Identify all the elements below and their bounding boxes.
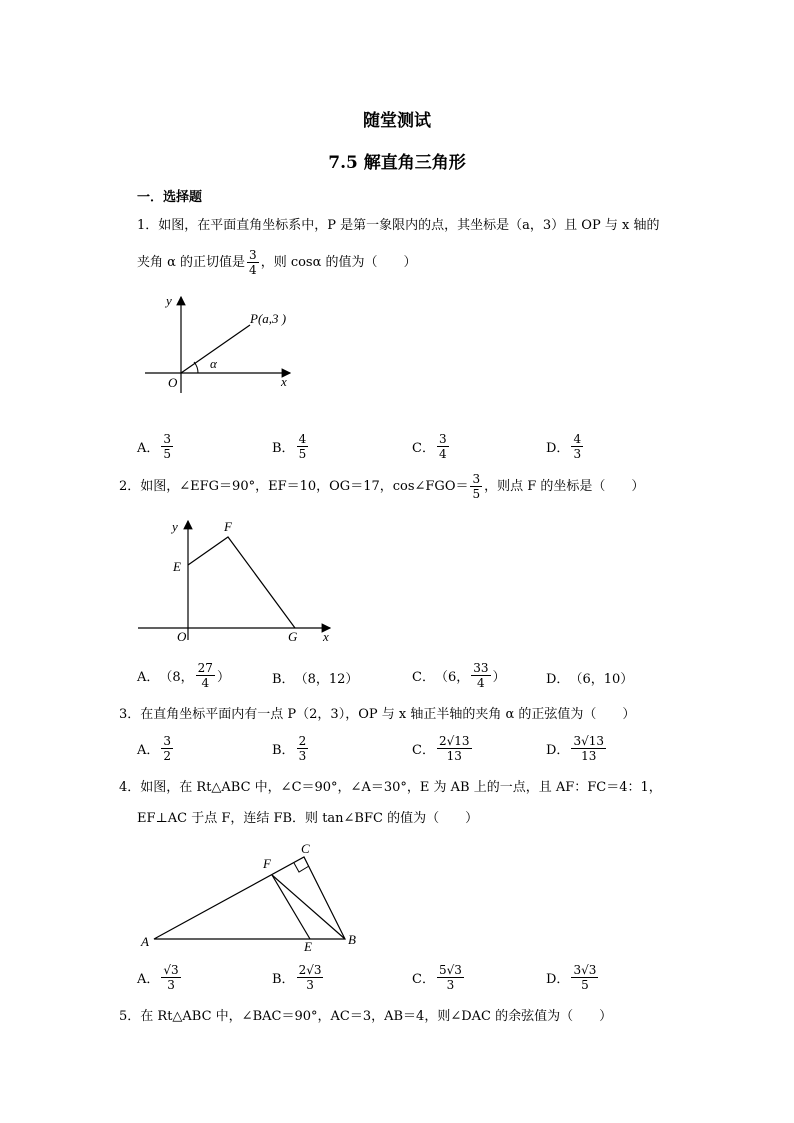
q2-a-den: 4 — [201, 676, 210, 690]
q4-option-d[interactable] — [546, 963, 600, 992]
q2-figure — [130, 515, 340, 645]
q4-option-c-label: C． — [412, 972, 435, 987]
q4-option-a-label: A． — [137, 972, 160, 987]
q4-option-d-label: D． — [546, 972, 570, 987]
q4-option-a-fraction — [161, 963, 180, 992]
q1-tan-fraction — [247, 248, 259, 277]
q4-c-label: C — [301, 841, 310, 856]
q2-option-a[interactable] — [137, 661, 230, 690]
page-subtitle: 7.5 解直角三角形 — [328, 153, 466, 173]
q3-option-a-fraction — [161, 734, 173, 763]
q5-stem: 5．在 Rt△ABC 中，∠BAC＝90°，AC＝3，AB＝4，则∠DAC 的余弦值为（ ） — [119, 1009, 613, 1024]
q4-option-b-label: B． — [272, 972, 295, 987]
q2-cos-num: 3 — [472, 472, 481, 486]
q2-option-a-fraction — [196, 661, 215, 690]
q2-option-b-label: B． — [272, 672, 295, 687]
q1-figure — [130, 285, 330, 400]
q3-option-b-label: B． — [272, 743, 295, 758]
q1-c-num: 3 — [438, 432, 447, 446]
q4-f-label: F — [263, 856, 271, 871]
q2-cos-fraction — [470, 472, 482, 501]
q1-option-d-label: D． — [546, 441, 570, 456]
q2-g-label: G — [288, 629, 298, 644]
q2-c-den: 4 — [477, 676, 485, 690]
q2-option-a-post: ） — [216, 670, 230, 685]
q4-right-angle-mark — [294, 863, 309, 872]
q4-line2: EF⊥AC 于点 F，连结 FB．则 tan∠BFC 的值为（ ） — [137, 811, 479, 826]
q4-e-label: E — [304, 939, 312, 953]
q3-b-num: 2 — [298, 734, 307, 748]
q1-d-den: 3 — [573, 447, 582, 461]
q3-option-b[interactable] — [272, 734, 310, 763]
q2-option-c[interactable] — [412, 661, 506, 690]
q4-b-den: 3 — [306, 978, 314, 992]
q1-o-label: O — [168, 375, 178, 390]
q1-tan-num: 3 — [249, 248, 257, 262]
q2-option-d-text: （6，10） — [569, 672, 634, 687]
q4-segment-fb — [272, 875, 345, 939]
q4-option-c[interactable] — [412, 963, 466, 992]
q4-option-b-fraction — [297, 963, 324, 992]
q4-c-den: 3 — [446, 978, 455, 992]
q3-d-den: 13 — [581, 749, 597, 763]
q4-segment-fe — [272, 875, 310, 939]
q3-a-den: 2 — [163, 749, 172, 763]
q3-option-a[interactable] — [137, 734, 175, 763]
q2-option-c-label: C． — [412, 670, 435, 685]
q4-figure — [135, 838, 370, 953]
q4-option-b[interactable] — [272, 963, 325, 992]
q1-alpha-label: α — [210, 356, 217, 371]
q4-option-d-fraction — [571, 963, 598, 992]
q3-d-num: 3√13 — [573, 734, 604, 748]
q1-option-a-fraction — [161, 432, 173, 461]
q1-option-d-fraction — [571, 432, 583, 461]
q2-option-a-pre: （8， — [159, 670, 194, 685]
q3-option-b-fraction — [297, 734, 309, 763]
q4-option-a[interactable] — [137, 963, 183, 992]
q2-stem-post: ，则点 F 的坐标是（ ） — [484, 478, 645, 494]
section-heading: 一．选择题 — [137, 190, 203, 205]
q2-option-c-post: ） — [492, 670, 506, 685]
q1-b-den: 5 — [298, 447, 307, 461]
q3-b-den: 3 — [298, 749, 307, 763]
q4-d-num: 3√3 — [573, 963, 597, 977]
q2-option-a-label: A． — [137, 670, 160, 685]
q3-option-d[interactable] — [546, 734, 608, 763]
q3-option-d-fraction — [571, 734, 606, 763]
q2-e-label: E — [173, 559, 181, 574]
q4-line1: 4．如图，在 Rt△ABC 中，∠C＝90°，∠A＝30°，E 为 AB 上的一点，且 AF：FC＝4：1， — [119, 780, 662, 795]
q2-option-c-pre: （6， — [434, 670, 470, 685]
q4-a-num: √3 — [163, 963, 179, 977]
q2-stem — [119, 472, 644, 501]
q4-b-label: B — [348, 932, 356, 947]
q1-line2-post: ，则 cosα 的值为（ ） — [260, 254, 417, 270]
q1-line2-pre: 夹角 α 的正切值是 — [137, 254, 246, 270]
q3-a-num: 3 — [163, 734, 172, 748]
q3-stem: 3．在直角坐标平面内有一点 P（2，3），OP 与 x 轴正半轴的夹角 α 的正弦值为（ ） — [119, 707, 636, 722]
q2-c-num: 33 — [473, 661, 489, 675]
q1-p-label: P(a,3 ) — [250, 311, 287, 326]
q1-tan-den: 4 — [249, 263, 257, 277]
q3-c-den: 13 — [446, 749, 462, 763]
q2-option-b-text: （8，12） — [294, 672, 359, 687]
q1-option-d[interactable] — [546, 432, 585, 461]
q2-stem-pre: 2．如图，∠EFG＝90°，EF＝10，OG＝17，cos∠FGO＝ — [119, 478, 469, 494]
q1-c-den: 4 — [438, 447, 447, 461]
q2-option-d-label: D． — [546, 672, 570, 687]
q2-x-label: x — [323, 629, 329, 644]
q4-d-den: 5 — [581, 978, 589, 992]
q2-y-label: y — [172, 519, 178, 534]
q4-b-num: 2√3 — [298, 963, 322, 977]
q1-option-a-label: A． — [137, 441, 160, 456]
q1-option-b-label: B． — [272, 441, 295, 456]
q1-option-c-label: C． — [412, 441, 435, 456]
q1-option-a[interactable] — [137, 432, 175, 461]
q2-f-label: F — [224, 519, 232, 534]
q2-a-num: 27 — [197, 661, 213, 675]
q1-d-num: 4 — [573, 432, 582, 446]
q3-option-c-label: C． — [412, 743, 435, 758]
q3-c-num: 2√13 — [438, 734, 470, 748]
q2-option-d[interactable] — [546, 668, 633, 687]
q2-option-c-fraction — [471, 661, 490, 690]
q1-option-b-fraction — [297, 432, 309, 461]
q2-efg-path — [188, 537, 295, 628]
q4-triangle-abc — [154, 857, 345, 939]
q1-option-c[interactable] — [412, 432, 451, 461]
q4-a-den: 3 — [167, 978, 175, 992]
q3-option-c-fraction — [437, 734, 472, 763]
q1-option-b[interactable] — [272, 432, 310, 461]
q1-line1: 1．如图，在平面直角坐标系中，P 是第一象限内的点，其坐标是（a，3）且 OP 与 x 轴的 — [137, 218, 660, 233]
q1-a-den: 5 — [163, 447, 172, 461]
page-title: 随堂测试 — [363, 111, 431, 131]
q2-o-label: O — [177, 629, 187, 644]
q2-option-b[interactable] — [272, 668, 358, 687]
q4-option-c-fraction — [437, 963, 464, 992]
q3-option-a-label: A． — [137, 743, 160, 758]
q4-a-label: A — [141, 934, 149, 949]
q3-option-d-label: D． — [546, 743, 570, 758]
q4-c-num: 5√3 — [438, 963, 462, 977]
q1-y-label: y — [166, 293, 172, 308]
q1-b-num: 4 — [298, 432, 307, 446]
q2-cos-den: 5 — [472, 487, 481, 501]
q1-line2 — [137, 248, 417, 277]
q1-option-c-fraction — [437, 432, 449, 461]
q1-a-num: 3 — [163, 432, 172, 446]
q1-x-label: x — [281, 374, 287, 389]
q3-option-c[interactable] — [412, 734, 474, 763]
